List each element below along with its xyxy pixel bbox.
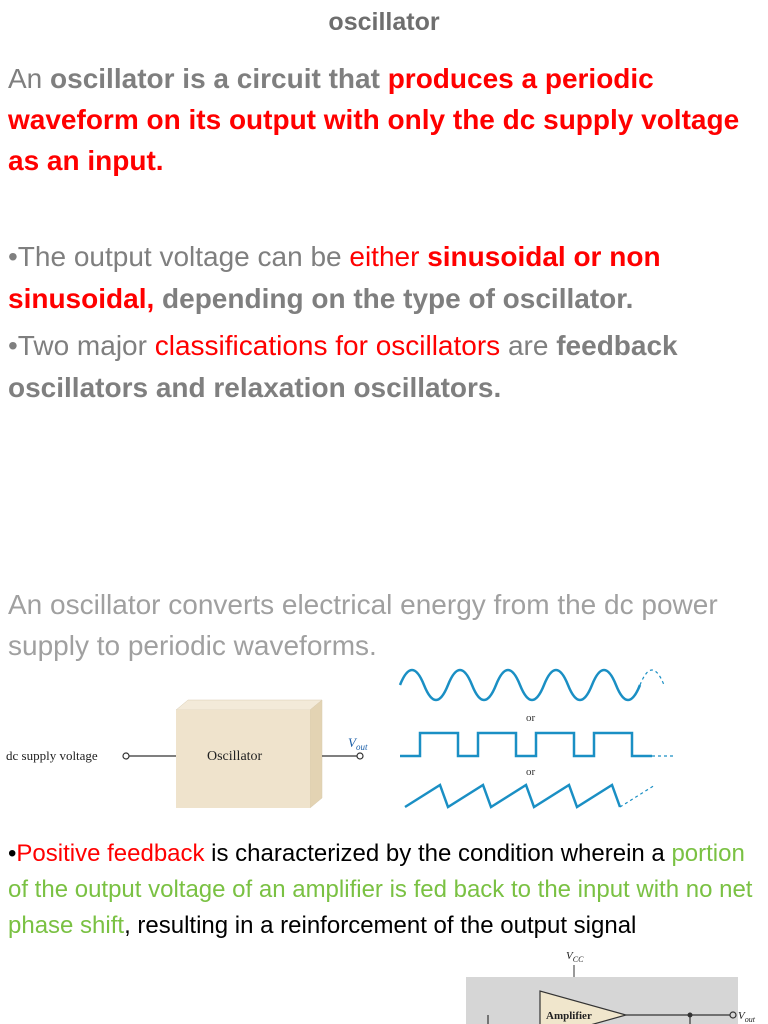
classification-highlight: classifications for oscillators xyxy=(154,330,501,361)
conversion-paragraph: An oscillator converts electrical energy from the dc power supply to periodic waveforms. xyxy=(8,589,718,661)
output-label-2-v: V xyxy=(738,1010,745,1022)
page-title: oscillator xyxy=(328,8,440,36)
vcc-label-v: V xyxy=(566,950,573,962)
definition-paragraph xyxy=(8,58,763,181)
positive-feedback-condition: is characterized by the condition wherein a xyxy=(204,840,672,867)
output-label-sub: out xyxy=(355,742,368,752)
sawtooth-waveform xyxy=(405,785,620,807)
output-label-2-sub: out xyxy=(744,1015,755,1024)
definition-subject: oscillator is a circuit that xyxy=(50,63,388,94)
output-type-tail: depending on the type of oscillator. xyxy=(154,283,634,314)
classification-are: are xyxy=(500,330,557,361)
amplifier-label: Amplifier xyxy=(546,1010,592,1022)
square-waveform xyxy=(400,733,652,756)
positive-feedback-paragraph xyxy=(8,836,758,944)
classification-types: feedback oscillators and relaxation oscillators. xyxy=(8,330,678,403)
or-label-1: or xyxy=(526,712,536,724)
output-label-v: V xyxy=(348,735,356,750)
block-top-face xyxy=(176,700,322,710)
input-terminal xyxy=(123,753,129,759)
vcc-label-sub: CC xyxy=(572,955,584,964)
feedback-amplifier-diagram xyxy=(440,945,768,1024)
sine-waveform xyxy=(400,670,640,700)
output-type-either: either xyxy=(349,241,428,272)
output-label-2 xyxy=(738,1010,756,1024)
output-type-lead: •The output voltage can be xyxy=(8,241,350,272)
block-label: Oscillator xyxy=(207,749,263,764)
or-label-2: or xyxy=(526,766,536,778)
sawtooth-waveform-continuation xyxy=(620,785,655,807)
classification-lead: •Two major xyxy=(8,330,155,361)
output-type-paragraph xyxy=(8,236,763,320)
input-label: dc supply voltage xyxy=(6,748,98,763)
oscillator-block-diagram xyxy=(0,655,768,825)
positive-feedback-highlight: portion of the output voltage of an amplifier is fed back to the input with no net phase shift xyxy=(8,840,753,939)
definition-lead: An xyxy=(8,63,51,94)
output-label xyxy=(348,735,368,752)
sine-waveform-continuation xyxy=(640,670,664,685)
positive-feedback-bullet: • xyxy=(8,840,17,867)
positive-feedback-term: Positive feedback xyxy=(16,840,205,867)
definition-highlight: produces a periodic waveform on its output with only the dc supply voltage as an input. xyxy=(8,63,740,176)
classification-paragraph xyxy=(8,325,768,409)
vcc-label xyxy=(566,950,584,964)
output-type-highlight: sinusoidal or non sinusoidal, xyxy=(8,241,661,314)
block-side-face xyxy=(310,700,322,808)
positive-feedback-result: , resulting in a reinforcement of the output signal xyxy=(124,912,637,939)
output-terminal xyxy=(357,753,363,759)
